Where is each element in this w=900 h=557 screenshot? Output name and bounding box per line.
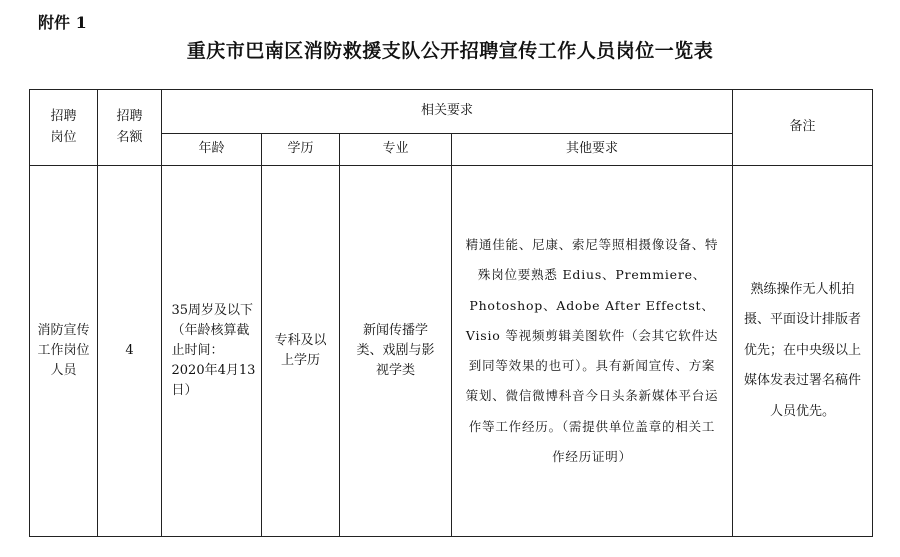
- cell-position: 消防宣传工作岗位人员: [30, 166, 98, 537]
- cell-age: 35周岁及以下（年龄核算截止时间：2020年4月13日）: [162, 166, 262, 537]
- cell-remarks: 熟练操作无人机拍摄、平面设计排版者优先；在中央级以上媒体发表过署名稿件人员优先。: [733, 166, 873, 537]
- col-header-position: 招聘岗位: [30, 90, 98, 166]
- cell-other-requirements: 精通佳能、尼康、索尼等照相摄像设备、特殊岗位要熟悉 Edius、Premmiere、Photoshop、Adobe After Effectst、Visio 等视频剪辑美图软件（会其它软件达到同等效果的也可）。具有新闻宣传、方案策划、微信微博科音今日头条新媒体平台运作等工作经历。（需提供单位盖章的相关工作经历证明）: [452, 166, 733, 537]
- cell-major: 新闻传播学类、戏剧与影视学类: [340, 166, 452, 537]
- col-header-major: 专业: [340, 134, 452, 166]
- col-header-remarks: 备注: [733, 90, 873, 166]
- page-title: 重庆市巴南区消防救援支队公开招聘宣传工作人员岗位一览表: [186, 40, 714, 62]
- col-header-other: 其他要求: [452, 134, 733, 166]
- cell-quota: 4: [98, 166, 162, 537]
- table-row: [30, 166, 873, 537]
- col-header-requirements: 相关要求: [162, 90, 733, 134]
- header-row-1: [30, 90, 873, 134]
- col-header-age: 年龄: [162, 134, 262, 166]
- col-header-quota: 招聘名额: [98, 90, 162, 166]
- attachment-label: 附件 1: [38, 13, 87, 32]
- positions-table: [29, 89, 873, 537]
- col-header-education: 学历: [262, 134, 340, 166]
- cell-education: 专科及以上学历: [262, 166, 340, 537]
